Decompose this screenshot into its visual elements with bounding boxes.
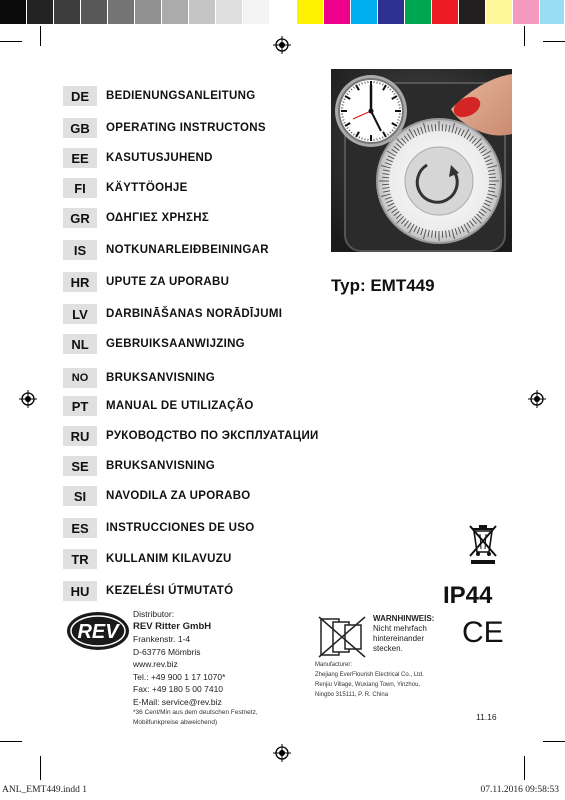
language-row: [63, 272, 229, 292]
ip-rating: IP44: [443, 582, 493, 609]
warning-line: stecken.: [373, 644, 403, 653]
registration-mark-icon: [19, 390, 37, 408]
registration-mark-icon: [273, 744, 291, 762]
ce-mark-text: CE: [462, 616, 504, 646]
color-swatch: [459, 0, 486, 24]
language-title: BRUKSANVISNING: [106, 460, 215, 472]
registration-mark-icon: [273, 36, 291, 54]
language-row: [63, 396, 254, 416]
warning-heading: WARNHINWEIS:: [373, 614, 435, 623]
language-title: MANUAL DE UTILIZAÇÃO: [106, 400, 254, 412]
color-swatch: [324, 0, 351, 24]
language-row: [63, 368, 215, 388]
language-title: BRUKSANVISNING: [106, 372, 215, 384]
color-swatch: [108, 0, 135, 24]
warning-block: [373, 614, 434, 654]
color-swatch: [81, 0, 108, 24]
rev-logo: [65, 608, 131, 654]
color-swatch: [189, 0, 216, 24]
language-title: NOTKUNARLEIÐBEININGAR: [106, 244, 269, 256]
language-row: [63, 304, 282, 324]
weee-bin-icon: [466, 522, 500, 566]
color-swatch: [513, 0, 540, 24]
crop-mark: [0, 41, 22, 42]
language-code: EE: [63, 148, 97, 168]
language-row: [63, 86, 255, 106]
language-title: UPUTE ZA UPORABU: [106, 276, 230, 288]
language-title: KASUTUSJUHEND: [106, 152, 213, 164]
manufacturer-heading: Manufacturer:: [315, 662, 353, 668]
manufacturer-line: Ningbo 315111, P. R. China: [315, 692, 389, 698]
no-stacking-plugs-icon: [318, 616, 366, 658]
color-swatch: [270, 0, 297, 24]
manufacturer-line: Zhejiang EverFlourish Electrical Co., Ltd.: [315, 672, 424, 678]
language-title: KÄYTTÖOHJE: [106, 182, 188, 194]
language-code: RU: [63, 426, 97, 446]
color-swatch: [540, 0, 565, 24]
crop-mark: [543, 741, 565, 742]
language-row: [63, 118, 266, 138]
language-row: [63, 148, 213, 168]
color-swatch: [405, 0, 432, 24]
color-swatch: [486, 0, 513, 24]
crop-mark: [0, 741, 22, 742]
footnote-line: *36 Cent/Min aus dem deutschen Festnetz,: [133, 709, 258, 716]
crop-mark: [543, 41, 565, 42]
distributor-block: [133, 608, 225, 708]
manufacturer-block: [315, 660, 515, 700]
language-row: [63, 518, 255, 538]
color-swatch: [432, 0, 459, 24]
distributor-web: www.rev.biz: [133, 659, 178, 669]
language-code: FI: [63, 178, 97, 198]
language-title: KULLANIM KILAVUZU: [106, 553, 232, 565]
registration-mark-icon: [528, 390, 546, 408]
crop-mark: [524, 756, 525, 780]
language-code: TR: [63, 549, 97, 569]
language-title: ΟΔΗΓΙΕΣ ΧΡΗΣΗΣ: [106, 212, 210, 224]
language-row: [63, 581, 233, 601]
language-row: [63, 426, 319, 446]
language-code: GR: [63, 208, 97, 228]
color-swatch: [216, 0, 243, 24]
language-code: HR: [63, 272, 97, 292]
language-title: РУКОВОДСТВО ПО ЭКСПЛУАТАЦИИ: [106, 430, 319, 442]
language-code: GB: [63, 118, 97, 138]
language-title: BEDIENUNGSANLEITUNG: [106, 90, 256, 102]
product-type-label: Typ: EMT449: [331, 276, 435, 295]
language-code: IS: [63, 240, 97, 260]
language-title: DARBINĀŠANAS NORĀDĪJUMI: [106, 308, 283, 320]
footnote-line: Mobilfunkpreise abweichend): [133, 719, 218, 726]
distributor-email: E-Mail: service@rev.biz: [133, 696, 222, 707]
language-title: OPERATING INSTRUCTONS: [106, 122, 266, 134]
color-swatch: [27, 0, 54, 24]
language-code: PT: [63, 396, 97, 416]
language-row: [63, 486, 251, 506]
language-title: KEZELÉSI ÚTMUTATÓ: [106, 585, 234, 597]
language-code: HU: [63, 581, 97, 601]
language-code: SE: [63, 456, 97, 476]
language-code: ES: [63, 518, 97, 538]
distributor-fax: Fax: +49 180 5 00 7410: [133, 684, 224, 694]
language-title: GEBRUIKSAANWIJZING: [106, 338, 245, 350]
crop-mark: [40, 26, 41, 46]
distributor-street: Frankenstr. 1-4: [133, 634, 191, 644]
print-slug-date: 07.11.2016 09:58:53: [480, 785, 559, 795]
color-swatch: [351, 0, 378, 24]
timer-illustration: [331, 69, 512, 252]
printer-color-bar: [0, 0, 565, 24]
distributor-company: REV Ritter GmbH: [133, 620, 212, 632]
product-photo: [331, 69, 512, 252]
ce-mark-icon: [462, 616, 504, 646]
language-title: INSTRUCCIONES DE USO: [106, 522, 255, 534]
logo-text: REV: [77, 621, 119, 643]
language-code: DE: [63, 86, 97, 106]
distributor-city: D-63776 Mömbris: [133, 646, 201, 657]
language-title: NAVODILA ZA UPORABO: [106, 490, 251, 502]
color-swatch: [54, 0, 81, 24]
version-number: 11.16: [476, 712, 497, 722]
language-code: LV: [63, 304, 97, 324]
color-swatch: [135, 0, 162, 24]
color-swatch: [378, 0, 405, 24]
crop-mark: [524, 26, 525, 46]
language-code: SI: [63, 486, 97, 506]
language-row: [63, 334, 245, 354]
language-row: [63, 208, 209, 228]
color-swatch: [243, 0, 270, 24]
warning-line: hintereinander: [373, 634, 425, 643]
language-row: [63, 456, 215, 476]
language-row: [63, 240, 269, 260]
color-swatch: [0, 0, 27, 24]
distributor-tel: Tel.: +49 900 1 17 1070*: [133, 671, 226, 682]
color-swatch: [297, 0, 324, 24]
print-slug-file: ANL_EMT449.indd 1: [2, 785, 87, 795]
footnote: [133, 708, 258, 728]
crop-mark: [40, 756, 41, 780]
warning-line: Nicht mehrfach: [373, 624, 427, 633]
distributor-heading: Distributor:: [133, 609, 175, 619]
manufacturer-line: Renjiu Village, Wuxiang Town, Yinzhou,: [315, 682, 421, 688]
language-row: [63, 549, 232, 569]
language-code: NO: [63, 368, 97, 388]
color-swatch: [162, 0, 189, 24]
language-code: NL: [63, 334, 97, 354]
language-row: [63, 178, 188, 198]
